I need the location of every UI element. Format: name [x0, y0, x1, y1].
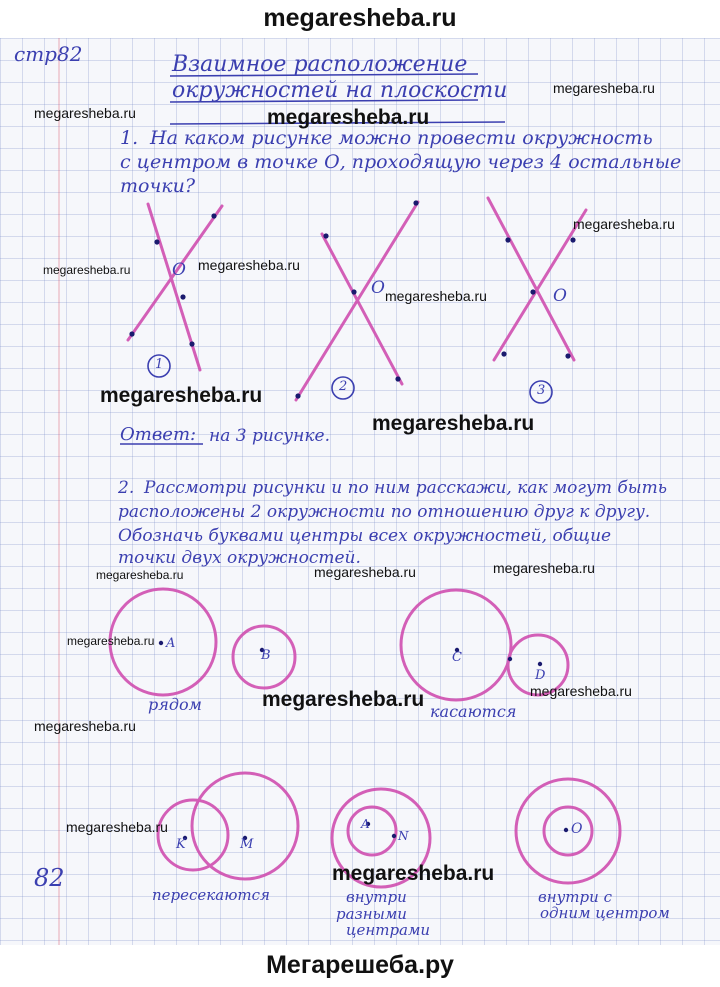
site-header[interactable]: megaresheba.ru [263, 4, 457, 32]
page-number: 82 [34, 864, 65, 892]
center-n [392, 834, 396, 838]
answer-label: Ответ: [120, 424, 197, 445]
watermark[interactable]: megaresheba.ru [100, 384, 263, 407]
site-footer[interactable]: Мегарешеба.ру [266, 951, 454, 979]
watermark[interactable]: megaresheba.ru [573, 216, 675, 232]
center-a [159, 641, 163, 645]
watermark[interactable]: megaresheba.ru [66, 819, 168, 835]
answer-text: на 3 рисунке. [209, 426, 330, 446]
watermark[interactable]: megaresheba.ru [314, 564, 416, 580]
label-k: K [176, 837, 186, 852]
fig3-point [565, 353, 570, 358]
task1-line-1: На каком рисунке можно провести окружность [150, 127, 653, 149]
task1-number: 1. [120, 127, 139, 149]
fig1-point [154, 239, 159, 244]
fig3-number: 3 [537, 383, 546, 398]
label-a2: A [361, 817, 370, 831]
caption-pair2: касаются [430, 702, 517, 721]
fig1-point [129, 331, 134, 336]
label-c: C [452, 650, 462, 665]
watermark[interactable]: megaresheba.ru [267, 106, 430, 129]
task1-line-2: с центром в точке О, проходящую через 4 остальные [120, 151, 682, 173]
fig2-center-label: О [371, 278, 385, 298]
fig1-point [211, 213, 216, 218]
circle-inner-a [348, 807, 396, 855]
notebook-page [0, 38, 720, 945]
watermark[interactable]: megaresheba.ru [34, 105, 136, 121]
task2-line-2: расположены 2 окружности по отношению друг к другу. [118, 502, 651, 522]
fig2-number: 2 [339, 379, 348, 394]
fig3-center-label: О [553, 286, 567, 306]
page-corner-label: стр82 [14, 42, 83, 66]
fig1-number: 1 [155, 357, 164, 372]
title-line-2: окружностей на плоскости [172, 78, 508, 103]
watermark[interactable]: megaresheba.ru [34, 718, 136, 734]
watermark[interactable]: megaresheba.ru [530, 683, 632, 699]
label-m: M [240, 837, 254, 852]
fig2-point [351, 289, 356, 294]
caption-pair5-line1: внутри с [538, 888, 612, 906]
circle-inner-o [544, 807, 592, 855]
fig2-point [295, 393, 300, 398]
watermark[interactable]: megaresheba.ru [553, 80, 655, 96]
watermark[interactable]: megaresheba.ru [67, 634, 155, 648]
task2-number: 2. [118, 478, 135, 498]
fig3-point [570, 237, 575, 242]
caption-pair3: пересекаются [152, 886, 270, 904]
label-d: D [535, 668, 546, 683]
fig3-point [501, 351, 506, 356]
watermark[interactable]: megaresheba.ru [262, 688, 425, 711]
circle-m [192, 773, 298, 879]
label-a: A [166, 636, 176, 651]
task1-line-3: точки? [120, 175, 196, 197]
fig3-point [530, 289, 535, 294]
circle-outer-o [516, 779, 620, 883]
watermark[interactable]: megaresheba.ru [385, 288, 487, 304]
center-d [538, 662, 542, 666]
fig2-point [323, 233, 328, 238]
fig2-point [413, 200, 418, 205]
center-o [564, 828, 568, 832]
watermark[interactable]: megaresheba.ru [332, 862, 495, 885]
caption-pair4-line2: разными [336, 905, 407, 923]
fig2-point [395, 376, 400, 381]
label-n: N [398, 829, 409, 843]
touch-point [508, 657, 512, 661]
caption-pair4-line1: внутри [346, 888, 407, 906]
task2-line-1: Рассмотри рисунки и по ним расскажи, как могут быть [144, 478, 667, 498]
caption-pair4-line3: центрами [346, 921, 431, 939]
circle-c [401, 590, 511, 700]
task2-line-4: точки двух окружностей. [118, 548, 361, 568]
title-line-1: Взаимное расположение [172, 52, 468, 77]
watermark[interactable]: megaresheba.ru [43, 263, 131, 277]
label-o: O [571, 821, 583, 837]
task2-line-3: Обозначь буквами центры всех окружностей, общие [118, 526, 612, 546]
fig3-point [505, 237, 510, 242]
watermark[interactable]: megaresheba.ru [198, 257, 300, 273]
label-b: B [261, 648, 271, 663]
watermark[interactable]: megaresheba.ru [493, 560, 595, 576]
caption-pair5-line2: одним центром [540, 904, 670, 922]
watermark[interactable]: megaresheba.ru [372, 412, 535, 435]
fig3-line-a [488, 198, 574, 360]
caption-pair1: рядом [148, 695, 202, 714]
watermark[interactable]: megaresheba.ru [96, 568, 184, 582]
fig1-center-label: О [172, 260, 186, 280]
fig1-point [180, 294, 185, 299]
fig2-line-a [322, 234, 402, 384]
fig1-point [189, 341, 194, 346]
